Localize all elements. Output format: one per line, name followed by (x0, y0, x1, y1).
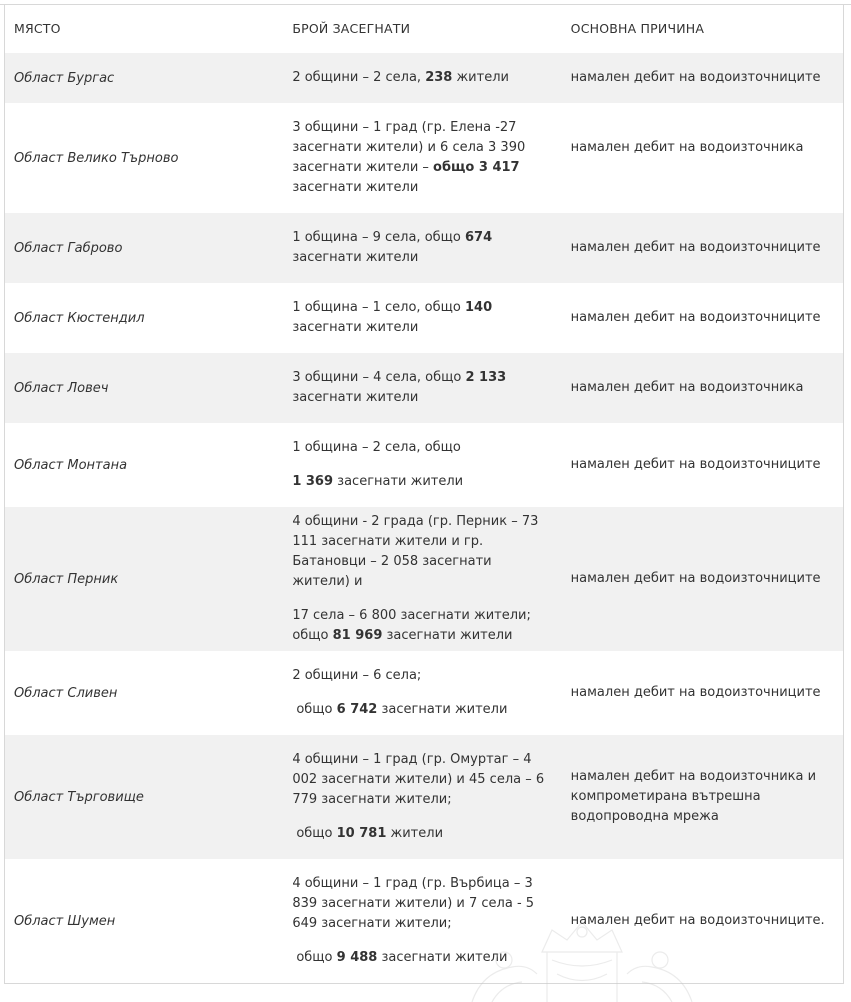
affected-count: 140 (465, 300, 493, 315)
place-cell: Област Перник (14, 571, 119, 587)
reason-cell: намален дебит на водоизточника (570, 140, 804, 155)
affected-areas-table (4, 4, 844, 984)
affected-count: 238 (425, 70, 453, 85)
place-cell: Област Габрово (14, 240, 123, 256)
affected-count: общо 3 417 (433, 160, 520, 175)
place-cell: Област Велико Търново (14, 150, 179, 166)
table-header (5, 4, 843, 53)
header-affected: БРОЙ ЗАСЕГНАТИ (292, 20, 411, 36)
place-cell: Област Сливен (14, 685, 118, 701)
table-row (5, 353, 843, 423)
affected-count: 10 781 (336, 826, 387, 841)
affected-count: 674 (465, 230, 493, 245)
place-cell: Област Монтана (14, 457, 128, 473)
affected-cell: 3 общини – 1 град (гр. Елена -27 засегнати жители) и 6 села 3 390 засегнати жители – общо 3 417 засегнати жители (292, 120, 526, 195)
reason-cell: намален дебит на водоизточника и компрометирана вътрешна водопроводна мрежа (570, 769, 817, 824)
reason-cell: намален дебит на водоизточниците (570, 571, 821, 586)
table-row (5, 283, 843, 353)
place-cell: Област Бургас (14, 70, 115, 86)
reason-cell: намален дебит на водоизточниците (570, 240, 821, 255)
place-cell: Област Ловеч (14, 380, 109, 396)
affected-cell: 1 община – 1 село, общо 140 засегнати жители (292, 300, 493, 335)
place-cell: Област Кюстендил (14, 310, 145, 326)
affected-count: 81 969 (332, 628, 383, 643)
reason-cell: намален дебит на водоизточниците. (570, 913, 825, 928)
table-row (5, 859, 843, 983)
table-row (5, 423, 843, 507)
affected-cell: 4 общини – 1 град (гр. Омуртаг – 4 002 засегнати жители) и 45 села – 6 779 засегнати жители; общо 10 781 жители (292, 752, 545, 841)
place-cell: Област Търговище (14, 789, 144, 805)
table-row (5, 213, 843, 283)
affected-cell: 3 общини – 4 села, общо 2 133 засегнати жители (292, 370, 507, 405)
affected-cell: 2 общини – 2 села, 238 жители (292, 70, 509, 85)
reason-cell: намален дебит на водоизточника (570, 380, 804, 395)
table-row (5, 507, 843, 651)
affected-cell: 2 общини – 6 села; общо 6 742 засегнати жители (292, 668, 508, 717)
affected-cell: 1 община – 9 села, общо 674 засегнати жители (292, 230, 493, 265)
table-row (5, 735, 843, 859)
table-row (5, 53, 843, 103)
reason-cell: намален дебит на водоизточниците (570, 457, 821, 472)
reason-cell: намален дебит на водоизточниците (570, 310, 821, 325)
table-row (5, 103, 843, 213)
affected-count: 1 369 (292, 474, 334, 489)
header-place: МЯСТО (14, 21, 61, 36)
reason-cell: намален дебит на водоизточниците (570, 685, 821, 700)
table-row (5, 651, 843, 735)
affected-cell: 4 общини – 1 град (гр. Върбица – 3 839 засегнати жители) и 7 села - 5 649 засегнати жители; общо 9 488 засегнати жители (292, 876, 535, 965)
affected-count: 6 742 (336, 702, 378, 717)
header-reason: ОСНОВНА ПРИЧИНА (570, 20, 705, 36)
affected-cell: 4 общини - 2 града (гр. Перник – 73 111 засегнати жители и гр. Батановци – 2 058 засегнати жители) и 17 села – 6 800 засегнати жители; общо 81 969 засегнати жители (292, 514, 539, 643)
affected-cell: 1 община – 2 села, общо 1 369 засегнати жители (292, 440, 464, 489)
reason-cell: намален дебит на водоизточниците (570, 70, 821, 85)
affected-count: 2 133 (465, 370, 507, 385)
affected-count: 9 488 (336, 950, 378, 965)
place-cell: Област Шумен (14, 913, 116, 929)
